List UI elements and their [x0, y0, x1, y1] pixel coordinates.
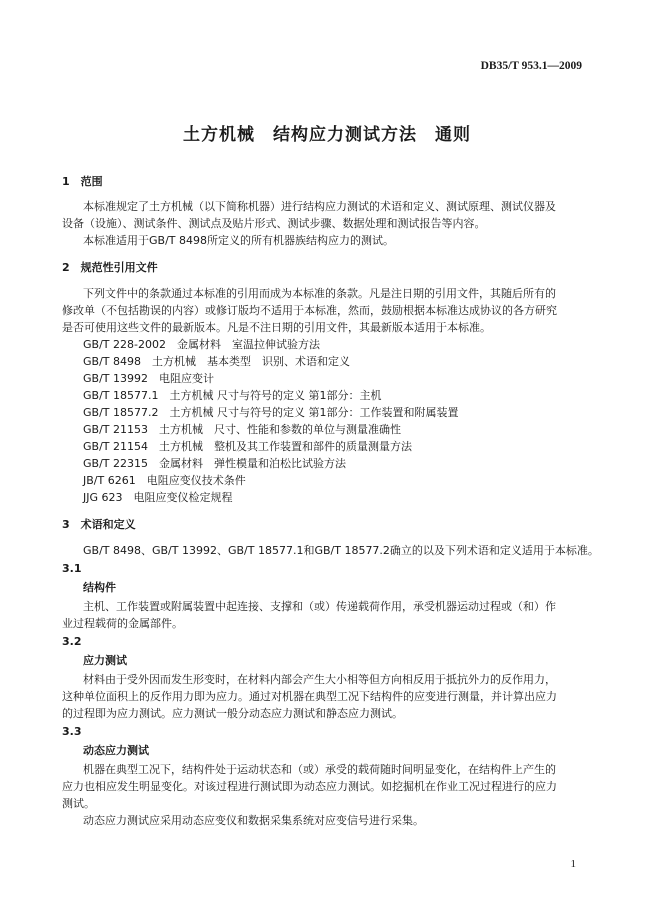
term-definition-line: 材料由于受外因而发生形变时，在材料内部会产生大小相等但方向相反用于抵抗外力的反作用力，	[83, 673, 556, 686]
term-extra-paragraph: 动态应力测试应采用动态应变仪和数据采集系统对应变信号进行采集。	[83, 814, 424, 827]
term-number: 3.1	[62, 562, 82, 575]
section-2-paragraph-line: 是否可使用这些文件的最新版本。凡是不注日期的引用文件，其最新版本适用于本标准。	[62, 321, 491, 334]
term-name: 动态应力测试	[83, 744, 149, 757]
section-1-paragraph-line: 设备（设施）、测试条件、测试点及贴片形式、测试步骤、数据处理和测试报告等内容。	[62, 217, 486, 230]
standard-number: DB35/T 953.1—2009	[480, 60, 582, 72]
section-1-heading: 1 范围	[62, 175, 103, 188]
term-name: 应力测试	[83, 654, 127, 667]
section-2-heading: 2 规范性引用文件	[62, 261, 158, 274]
normative-reference-item: GB/T 18577.1 土方机械 尺寸与符号的定义 第1部分：主机	[83, 389, 382, 402]
normative-reference-item: GB/T 13992 电阻应变计	[83, 372, 214, 385]
term-definition-line: 测试。	[62, 797, 95, 810]
section-1-paragraph-2: 本标准适用于GB/T 8498所定义的所有机器族结构应力的测试。	[83, 234, 394, 247]
normative-reference-item: GB/T 21153 土方机械 尺寸、性能和参数的单位与测量准确性	[83, 423, 401, 436]
section-3-heading: 3 术语和定义	[62, 518, 136, 531]
term-definition-line: 应力也相应发生明显变化。对该过程进行测试即为动态应力测试。如挖掘机在作业工况过程进行的应力	[62, 780, 557, 793]
term-definition-line: 业过程载荷的金属部件。	[62, 617, 183, 630]
term-definition-line: 主机、工作装置或附属装置中起连接、支撑和（或）传递载荷作用，承受机器运动过程或（和）作	[83, 600, 556, 613]
term-number: 3.2	[62, 635, 82, 648]
normative-reference-item: GB/T 18577.2 土方机械 尺寸与符号的定义 第1部分：工作装置和附属装置	[83, 406, 459, 419]
section-1-paragraph-line: 本标准规定了土方机械（以下简称机器）进行结构应力测试的术语和定义、测试原理、测试仪器及	[83, 200, 556, 213]
section-3-intro: GB/T 8498、GB/T 13992、GB/T 18577.1和GB/T 18577.2确立的以及下列术语和定义适用于本标准。	[83, 544, 599, 557]
normative-reference-item: JB/T 6261 电阻应变仪技术条件	[83, 474, 246, 487]
normative-reference-item: GB/T 8498 土方机械 基本类型 识别、术语和定义	[83, 355, 350, 368]
normative-reference-item: GB/T 21154 土方机械 整机及其工作装置和部件的质量测量方法	[83, 440, 412, 453]
normative-reference-item: GB/T 22315 金属材料 弹性模量和泊松比试验方法	[83, 457, 346, 470]
document-title: 土方机械 结构应力测试方法 通则	[183, 125, 471, 145]
normative-reference-item: JJG 623 电阻应变仪检定规程	[83, 491, 233, 504]
term-definition-line: 机器在典型工况下，结构件处于运动状态和（或）承受的载荷随时间明显变化，在结构件上产生的	[83, 763, 556, 776]
normative-reference-item: GB/T 228-2002 金属材料 室温拉伸试验方法	[83, 338, 320, 351]
page-number: 1	[570, 858, 576, 870]
term-name: 结构件	[83, 581, 116, 594]
term-definition-line: 的过程即为应力测试。应力测试一般分动态应力测试和静态应力测试。	[62, 707, 403, 720]
section-2-paragraph-line: 下列文件中的条款通过本标准的引用而成为本标准的条款。凡是注日期的引用文件，其随后所有的	[83, 287, 556, 300]
section-2-paragraph-line: 修改单（不包括勘误的内容）或修订版均不适用于本标准，然而，鼓励根据本标准达成协议的各方研究	[62, 304, 557, 317]
term-definition-line: 这种单位面积上的反作用力即为应力。通过对机器在典型工况下结构件的应变进行测量，并计算出应力	[62, 690, 557, 703]
term-number: 3.3	[62, 725, 82, 738]
